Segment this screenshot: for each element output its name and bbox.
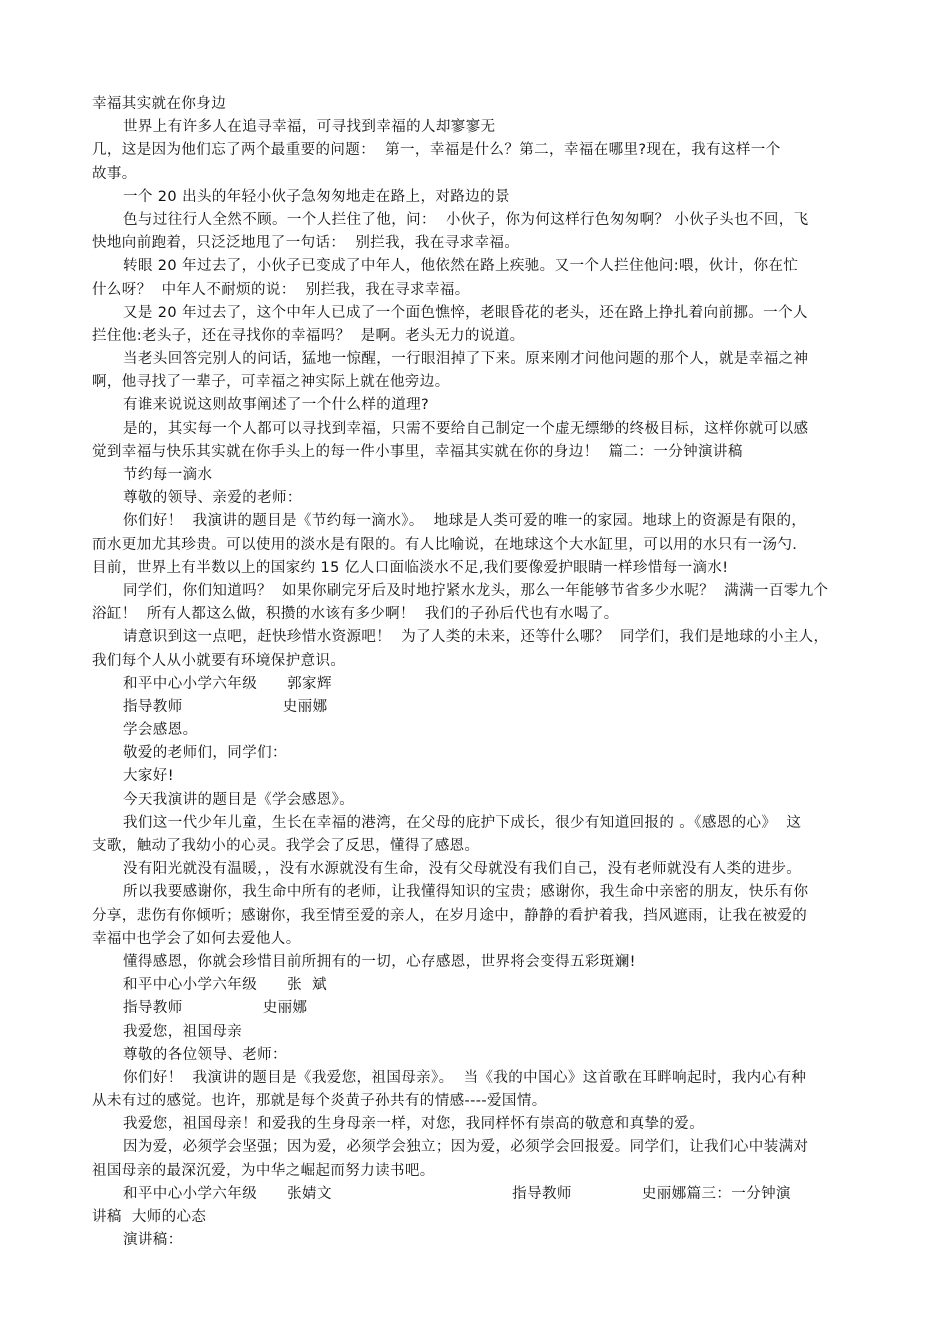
text-line: 觉到幸福与快乐其实就在你手头上的每一件小事里，幸福其实就在你的身边！ 篇二：一分钟演讲稿 (92, 443, 743, 460)
text-line: 当老头回答完别人的问话，猛地一惊醒，一行眼泪掉了下来。原来刚才问他问题的那个人，就是幸福之神 (123, 351, 809, 368)
text-line: 今天我演讲的题目是《学会感恩》。 (123, 791, 355, 808)
text-line: 因为爱，必须学会坚强；因为爱，必须学会独立；因为爱，必须学会回报爱。同学们，让我们心中装满对 (123, 1139, 809, 1156)
text-line: 我们每个人从小就要有环境保护意识。 (92, 652, 346, 669)
text-line: 大家好! (123, 768, 174, 785)
text-line: 色与过往行人全然不顾。一个人拦住了他，问： 小伙子，你为何这样行色匆匆啊？ 小伙子头也不回，飞 (123, 211, 809, 228)
text-line: 又是 20 年过去了，这个中年人已成了一个面色憔悴，老眼昏花的老头，还在路上挣扎着向前挪。一个人 (123, 304, 808, 321)
text-line: 幸福其实就在你身边 (92, 96, 227, 112)
text-line: 指导教师 史丽娜 (123, 1000, 308, 1017)
text-line: 从未有过的感觉。也许，那就是每个炎黄子孙共有的情感----爱国情。 (92, 1093, 547, 1110)
text-line: 几，这是因为他们忘了两个最重要的问题： 第一，幸福是什么？第二，幸福在哪里?现在，我有这样一个 (92, 142, 781, 159)
text-line: 转眼 20 年过去了，小伙子已变成了中年人，他依然在路上疾驰。又一个人拦住他问:喂，伙计，你在忙 (123, 258, 799, 275)
text-line: 我爱您，祖国母亲 (123, 1023, 243, 1040)
text-line: 请意识到这一点吧，赶快珍惜水资源吧！ 为了人类的未来，还等什么哪？ 同学们，我们是地球的小主人， (123, 629, 829, 646)
text-line: 指导教师 史丽娜 (123, 698, 328, 715)
text-line: 懂得感恩，你就会珍惜目前所拥有的一切，心存感恩，世界将会变得五彩斑斓! (123, 953, 636, 970)
text-line: 什么呀？ 中年人不耐烦的说： 别拦我，我在寻求幸福。 (92, 281, 470, 298)
text-line: 你们好！ 我演讲的题目是《节约每一滴水》。 地球是人类可爱的唯一的家园。地球上的资源是有限的， (123, 513, 807, 530)
text-line: 目前，世界上有半数以上的国家约 15 亿人口面临淡水不足,我们要像爱护眼睛一样珍惜每一滴水! (92, 559, 729, 576)
text-line: 和平中心小学六年级 郭家辉 (123, 675, 332, 692)
text-line: 和平中心小学六年级 张 斌 (123, 977, 327, 994)
text-line: 你们好！ 我演讲的题目是《我爱您，祖国母亲》。 当《我的中国心》这首歌在耳畔响起时，我内心有种 (123, 1069, 807, 1086)
text-line: 分享，悲伤有你倾听；感谢你，我至情至爱的亲人，在岁月途中，静静的看护着我，挡风遮雨，让我在被爱的 (92, 907, 808, 924)
text-line: 没有阳光就没有温暖，，没有水源就没有生命，没有父母就没有我们自己，没有老师就没有人类的进步。 (123, 861, 802, 878)
text-line: 而水更加尤其珍贵。可以使用的淡水是有限的。有人比喻说，在地球这个大水缸里，可以用的水只有一汤勺. (92, 536, 798, 553)
text-line: 世界上有许多人在追寻幸福，可寻找到幸福的人却寥寥无 (123, 119, 496, 136)
text-line: 故事。 (92, 165, 137, 182)
text-line: 演讲稿： (123, 1232, 183, 1249)
text-line: 敬爱的老师们，同学们： (123, 745, 287, 762)
text-line: 和平中心小学六年级 张婧文 指导教师 史丽娜篇三：一分钟演 (123, 1185, 791, 1202)
text-line: 所以我要感谢你，我生命中所有的老师，让我懂得知识的宝贵；感谢你，我生命中亲密的朋友，快乐有你 (123, 884, 809, 901)
text-line: 支歌，触动了我幼小的心灵。我学会了反思，懂得了感恩。 (92, 838, 480, 854)
text-line: 浴缸！ 所有人都这么做，积攒的水该有多少啊！ 我们的子孙后代也有水喝了。 (92, 606, 619, 623)
text-line: 我爱您，祖国母亲！和爱我的生身母亲一样，对您，我同样怀有崇高的敬意和真挚的爱。 (123, 1116, 705, 1133)
document-body (92, 93, 858, 1252)
text-line: 学会感恩。 (123, 722, 198, 739)
text-line: 一个 20 出头的年轻小伙子急匆匆地走在路上，对路边的景 (123, 188, 510, 205)
text-line: 尊敬的领导、亲爱的老师： (123, 490, 302, 507)
text-line: 同学们，你们知道吗？ 如果你刷完牙后及时地拧紧水龙头，那么一年能够节省多少水呢？ 满满一百零九个 (123, 582, 829, 599)
text-line: 祖国母亲的最深沉爱，为中华之崛起而努力读书吧。 (92, 1162, 435, 1179)
text-line: 拦住他:老头子，还在寻找你的幸福吗？ 是啊。老头无力的说道。 (92, 327, 525, 344)
text-line: 有谁来说说这则故事阐述了一个什么样的道理? (123, 397, 430, 414)
text-line: 节约每一滴水 (123, 467, 213, 483)
text-line: 尊敬的各位领导、老师： (123, 1046, 287, 1063)
text-line: 啊，他寻找了一辈子，可幸福之神实际上就在他旁边。 (92, 374, 450, 391)
text-line: 幸福中也学会了如何去爱他人。 (92, 930, 301, 947)
text-line: 是的，其实每一个人都可以寻找到幸福，只需不要给自己制定一个虚无缥缈的终极目标，这样你就可以感 (123, 420, 809, 437)
text-line: 讲稿 大师的心态 (92, 1209, 207, 1225)
text-line: 快地向前跑着，只泛泛地甩了一句话： 别拦我，我在寻求幸福。 (92, 235, 520, 252)
text-line: 我们这一代少年儿童，生长在幸福的港湾，在父母的庇护下成长，很少有知道回报的 。《感恩的心》 这 (123, 814, 802, 831)
